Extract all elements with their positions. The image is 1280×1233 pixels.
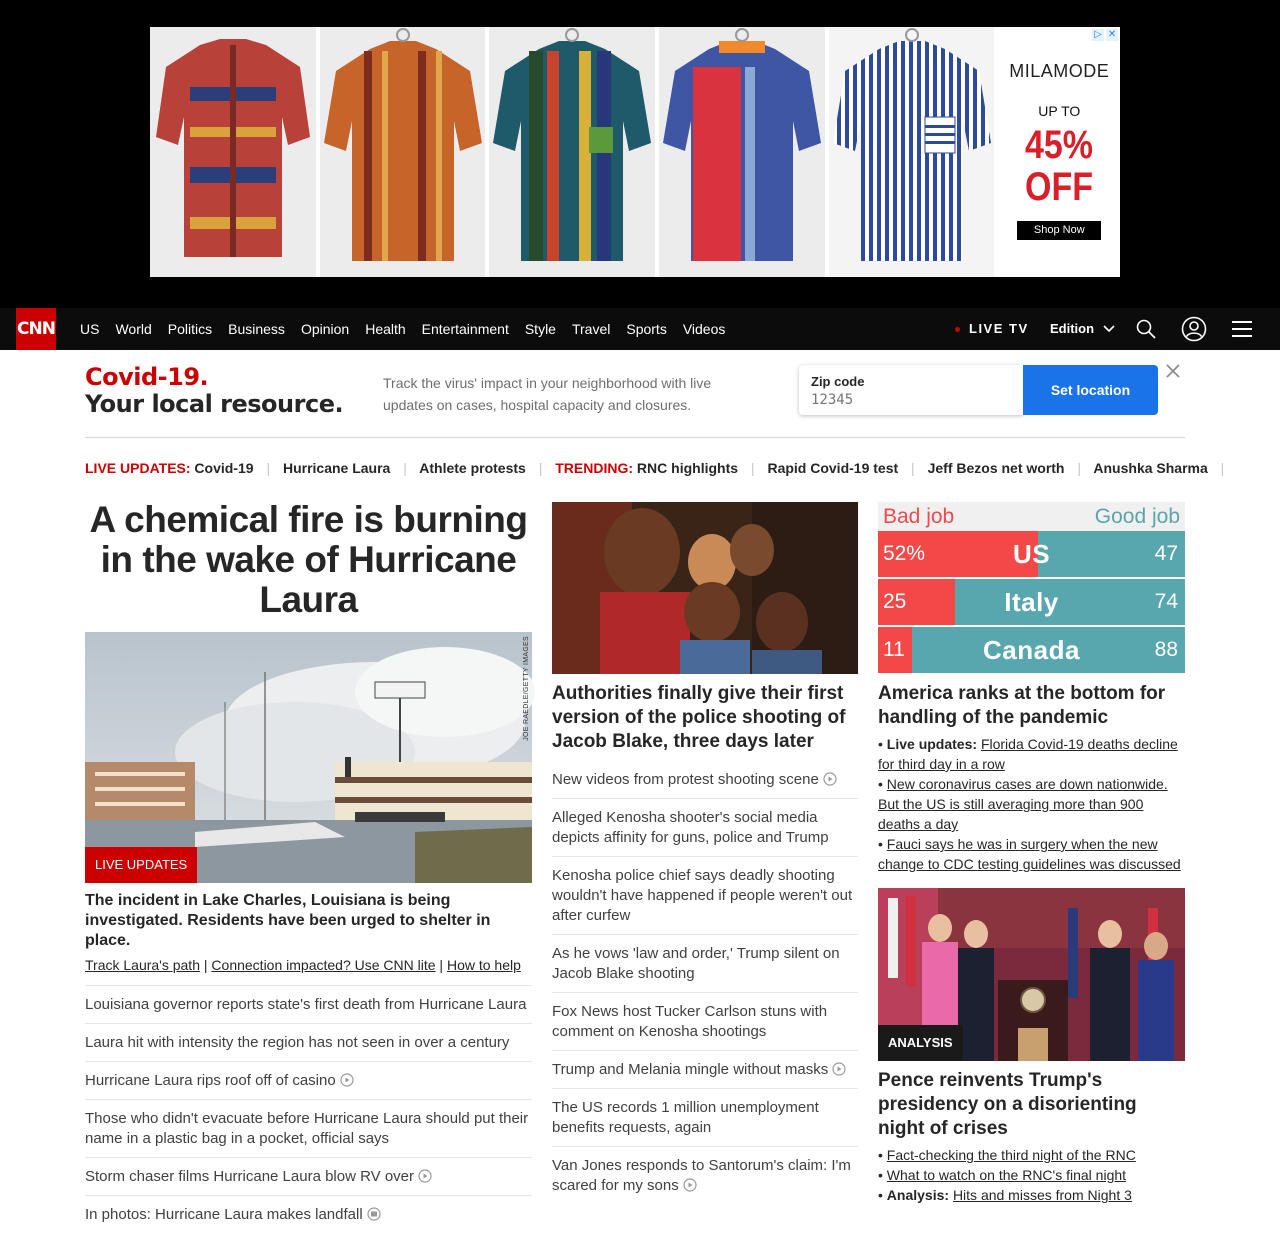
chevron-down-icon [1103,325,1115,333]
poll-bad-value: 11 [883,638,905,661]
column-kenosha [552,502,858,1204]
poll-good-value: 47 [1154,542,1178,565]
nav-link-videos[interactable]: Videos [682,321,726,337]
list-item[interactable] [552,992,858,1050]
story-title: The US records 1 million unemployment benefits requests, again [552,1099,819,1136]
chemical-fire-photo [85,632,532,883]
live-tv-label: LIVE TV [969,321,1029,336]
zip-code-field[interactable] [799,365,1023,415]
column-hurricane [85,499,532,1223]
blake-headline[interactable]: Authorities finally give their first version of the police shooting of Jacob Blake, three days later [552,683,846,752]
close-icon[interactable] [1165,363,1181,379]
analysis-badge[interactable]: ANALYSIS [878,1025,963,1061]
story-title: Trump and Melania mingle without masks [552,1061,829,1078]
kenosha-story-list [552,764,858,1204]
poll-country: Italy [1004,587,1059,617]
list-item: • Analysis: Hits and misses from Night 3 [878,1187,1132,1203]
bullet-link[interactable]: Hits and misses from Night 3 [952,1187,1132,1203]
trending-link-athlete[interactable]: Athlete protests [419,460,526,476]
cnn-logo[interactable]: CNN [16,308,56,350]
list-item[interactable] [85,1195,532,1233]
poll-row-us [878,531,1185,577]
ad-shirt-image[interactable] [659,27,825,277]
bullet-link[interactable]: Fauci says he was in surgery when the new change to CDC testing guidelines was discussed [878,836,1181,872]
ad-brand-name: MILAMODE [1009,61,1110,81]
hero-headline[interactable]: A chemical fire is burning in the wake of Hurricane Laura [89,499,528,620]
list-item: • New coronavirus cases are down nationwide. But the US is still averaging more than 900 deaths a day [878,776,1168,832]
trending-link-covid[interactable]: Covid-19 [194,460,254,476]
poll-row-canada [878,627,1185,673]
bullet-link[interactable]: Fact-checking the third night of the RNC [886,1147,1136,1163]
covid-banner-title [85,364,343,418]
ad-discount-percent: 45% [1025,123,1094,167]
zip-code-input[interactable] [811,392,1011,408]
divider: | [1220,460,1225,476]
advertisement-banner[interactable] [150,27,1120,277]
ad-zone [0,0,1280,308]
list-item[interactable] [85,1099,532,1157]
shirt-illustration [659,27,825,277]
hero-image[interactable] [85,632,532,883]
shirt-illustration [829,27,995,277]
hero-related-links: Track Laura's path | Connection impacted? Use CNN lite | How to help [85,957,521,973]
poll-bad-label: Bad job [883,505,955,528]
nav-link-business[interactable]: Business [228,321,285,337]
list-item[interactable] [85,1157,532,1195]
gallery-icon [367,1207,381,1221]
hero-summary[interactable]: The incident in Lake Charles, Louisiana is being investigated. Residents have been urged to shelter in place. [85,892,491,949]
column-pandemic [878,502,1185,1205]
shirt-illustration [150,27,316,277]
divider: | [911,460,915,476]
edition-dropdown[interactable] [1050,308,1115,350]
list-item[interactable] [85,985,532,1023]
ad-brand-panel[interactable] [998,27,1120,277]
list-item: • Live updates: Florida Covid-19 deaths decline for third day in a row [878,736,1178,772]
trending-label: TRENDING: [555,460,634,476]
story-title: Laura hit with intensity the region has not seen in over a century [85,1034,510,1051]
ad-shirt-image[interactable] [829,27,995,277]
list-item[interactable] [552,1050,858,1088]
blake-family-image[interactable] [552,502,858,674]
pandemic-poll-graphic[interactable] [878,502,1185,674]
list-item[interactable] [552,764,858,798]
poll-bad-value: 25 [883,590,907,613]
covid-title-dark: Your local resource. [85,390,344,418]
edition-label: Edition [1050,321,1095,336]
divider: | [403,460,407,476]
zip-code-label: Zip code [811,374,865,389]
divider: | [1077,460,1082,476]
cnn-lite-link[interactable]: Connection impacted? Use CNN lite [211,957,436,973]
bullet-link[interactable]: Florida Covid-19 deaths decline for third day in a row [878,736,1178,772]
video-play-icon [823,772,837,786]
nav-link-politics[interactable]: Politics [167,321,213,337]
video-play-icon [683,1178,697,1192]
shirt-illustration [320,27,486,277]
nav-link-health[interactable]: Health [365,321,406,337]
nav-link-travel[interactable]: Travel [571,321,611,337]
pence-headline[interactable]: Pence reinvents Trump's presidency on a disorienting night of crises [878,1070,1137,1139]
story-title: Storm chaser films Hurricane Laura blow RV over [85,1168,415,1185]
covid-title-red: Covid-19. [85,363,209,391]
nav-links [72,308,733,350]
story-title: Kenosha police chief says deadly shooting wouldn't have happened if people weren't out after curfew [552,867,853,924]
video-play-icon [418,1169,432,1183]
trending-link-rnc[interactable]: RNC highlights [636,460,739,476]
track-path-link[interactable]: Track Laura's path [85,957,200,973]
bullet-prefix: Live updates: [886,736,978,752]
poll-good-label: Good job [1094,505,1180,528]
poll-good-value: 74 [1154,590,1178,613]
trending-bar [85,460,1225,480]
ad-shirt-image[interactable] [489,27,655,277]
top-nav [0,308,1280,350]
divider: | [266,460,271,476]
how-to-help-link[interactable]: How to help [446,957,521,973]
live-updates-label: LIVE UPDATES: [85,460,191,476]
list-item[interactable] [552,1088,858,1146]
live-updates-badge[interactable]: LIVE UPDATES [85,847,197,883]
list-item: • Fact-checking the third night of the RNC [878,1147,1136,1163]
bullet-link[interactable]: What to watch on the RNC's final night [886,1167,1127,1183]
hurricane-story-list [85,985,532,1233]
nav-link-opinion[interactable]: Opinion [300,321,350,337]
ad-info-icon[interactable]: ▷ [1092,29,1104,41]
pence-rnc-image[interactable] [878,888,1185,1061]
poll-row-italy [878,579,1185,625]
nav-link-entertainment[interactable]: Entertainment [421,321,509,337]
story-title: As he vows 'law and order,' Trump silent on Jacob Blake shooting [552,945,840,982]
video-play-icon [340,1073,354,1087]
pandemic-headline[interactable]: America ranks at the bottom for handling of the pandemic [878,683,1166,728]
ad-shirt-image[interactable] [320,27,486,277]
trending-link-rapid-test[interactable]: Rapid Covid-19 test [767,460,899,476]
search-icon[interactable] [1136,319,1156,339]
poll-good-value: 88 [1154,638,1178,661]
list-item[interactable] [85,1023,532,1061]
trending-link-anushka[interactable]: Anushka Sharma [1093,460,1208,476]
covid-banner-description: Track the virus' impact in your neighborhood with live updates on cases, hospital capacity and closures. [383,375,712,413]
ad-up-to: UP TO [1038,103,1081,119]
poll-country: Canada [983,635,1080,665]
list-item[interactable] [552,1146,858,1204]
list-item: • What to watch on the RNC's final night [878,1167,1127,1183]
live-tv-button[interactable] [955,308,1029,350]
story-title: Van Jones responds to Santorum's claim: I'm scared for my sons [552,1157,851,1194]
poll-bad-value: 52% [883,542,926,565]
pandemic-bullets [878,734,1185,874]
bullet-link[interactable]: New coronavirus cases are down nationwide. But the US is still averaging more than 900 deaths a day [878,776,1168,832]
list-item[interactable] [552,798,858,856]
rnc-bullets [878,1145,1185,1205]
poll-header [878,502,1185,531]
trending-link-bezos[interactable]: Jeff Bezos net worth [927,460,1065,476]
photo-credit: JOE RAEDLE/GETTY IMAGES [523,636,530,741]
nav-link-style[interactable]: Style [524,321,556,337]
trending-link-hurricane[interactable]: Hurricane Laura [282,460,391,476]
video-play-icon [832,1062,846,1076]
list-item[interactable] [552,934,858,992]
list-item[interactable] [85,1061,532,1099]
ad-choices[interactable] [1092,29,1118,41]
shirt-illustration [489,27,655,277]
divider: | [750,460,755,476]
divider: | [538,460,543,476]
story-title: Alleged Kenosha shooter's social media depicts affinity for guns, police and Trump [552,809,829,846]
list-item: • Fauci says he was in surgery when the new change to CDC testing guidelines was discussed [878,836,1181,872]
story-title: Fox News host Tucker Carlson stuns with comment on Kenosha shootings [552,1003,828,1040]
live-dot-icon [955,327,960,332]
ad-close-icon[interactable]: ✕ [1107,29,1117,40]
ad-discount-off: OFF [1025,165,1094,209]
list-item[interactable] [552,856,858,934]
nav-link-sports[interactable]: Sports [626,321,667,337]
ad-shirt-image[interactable] [150,27,316,277]
family-photo [552,502,858,674]
story-title: Louisiana governor reports state's first death from Hurricane Laura [85,996,527,1013]
story-title: New videos from protest shooting scene [552,771,819,788]
nav-link-us[interactable]: US [80,321,100,337]
bullet-prefix: Analysis: [886,1187,950,1203]
covid-banner [85,350,1185,438]
poll-country: US [1012,539,1051,569]
account-icon[interactable] [1181,316,1207,342]
hamburger-menu-icon[interactable] [1232,321,1252,337]
set-location-button[interactable]: Set location [1023,365,1158,415]
nav-link-world[interactable]: World [115,321,152,337]
story-title: Hurricane Laura rips roof off of casino [85,1072,336,1089]
ad-shop-now-button[interactable]: Shop Now [1017,221,1101,240]
story-title: Those who didn't evacuate before Hurricane Laura should put their name in a plastic bag in a pocket, official says [85,1110,529,1147]
story-title: In photos: Hurricane Laura makes landfall [85,1206,363,1223]
